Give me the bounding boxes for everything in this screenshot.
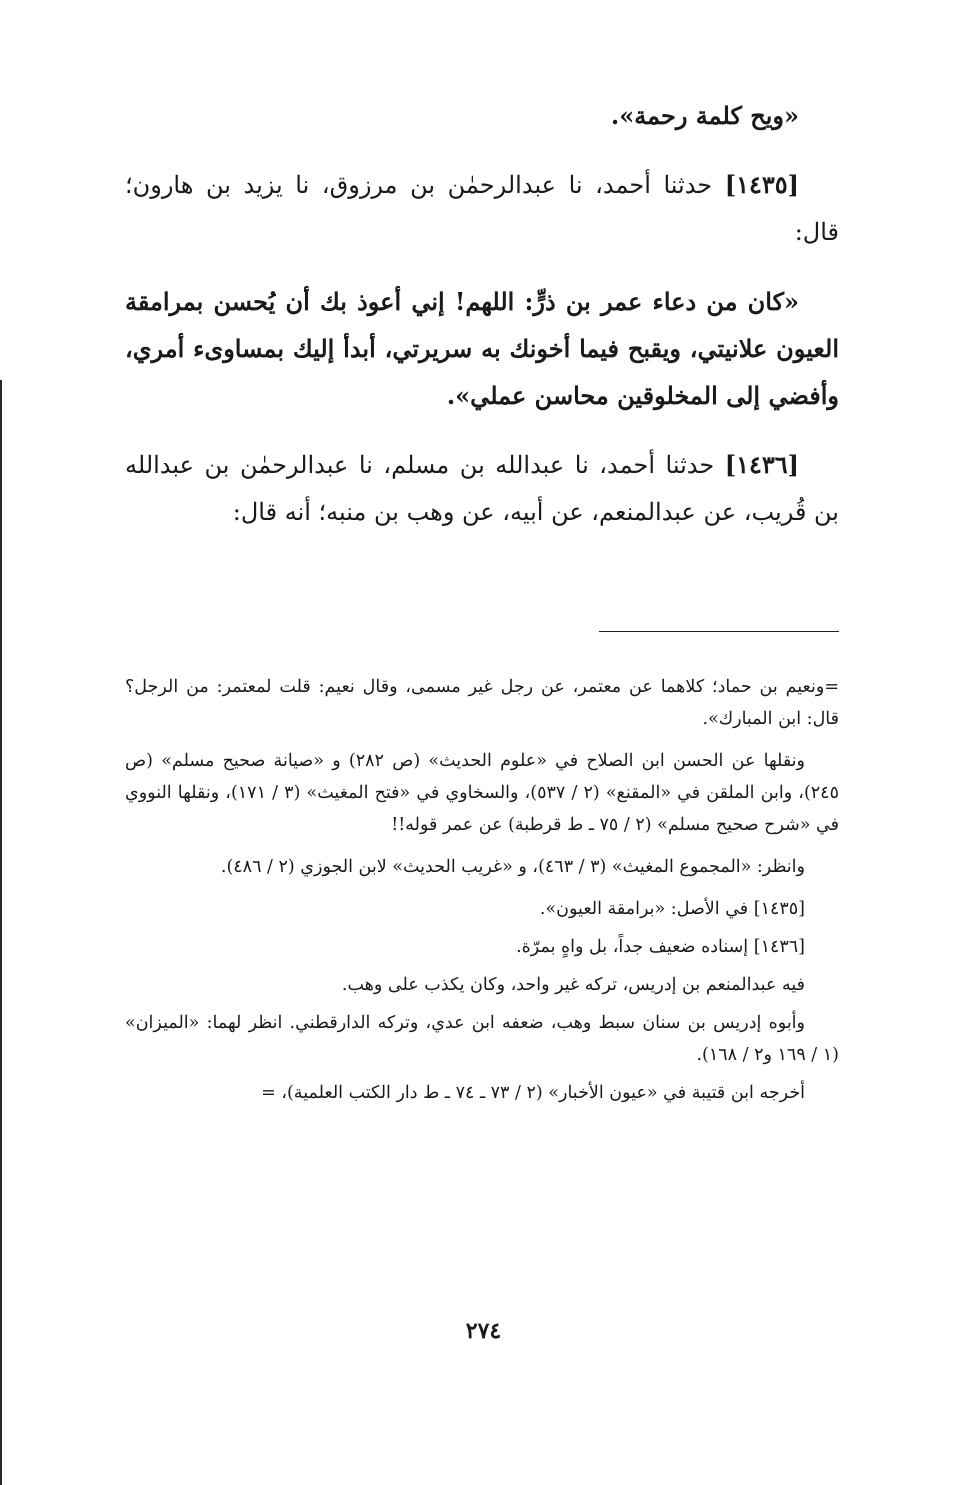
hadith-chain-1436: حدثنا أحمد، نا عبدالله بن مسلم، نا عبدالرحمٰن بن عبدالله بن قُريب، عن عبدالمنعم، عن أبيه، عن وهب بن منبه؛ أنه قال: bbox=[125, 451, 839, 526]
footnote-1436-takhrij: أخرجه ابن قتيبة في «عيون الأخبار» (٢ / ٧٣ ـ ٧٤ ـ ط دار الكتب العلمية)، = bbox=[261, 1083, 805, 1103]
quote-closing: «ويح كلمة رحمة». bbox=[610, 101, 799, 130]
prayer-quote: «كان من دعاء عمر بن ذرٍّ: اللهم! إني أعوذ بك أن يُحسن بمرامقة العيون علانيتي، ويقبح فيما أخونك به سريرتي، أبدأ إليك بمساوىء أمري، وأفضي إلى المخلوقين محاسن عملي». bbox=[125, 287, 839, 410]
footnote-continuation: =ونعيم بن حماد؛ كلاهما عن معتمر، عن رجل غير مسمى، وقال نعيم: قلت لمعتمر: من الرجل؟ قال: ابن المبارك». bbox=[125, 677, 839, 729]
footnotes bbox=[125, 671, 839, 1119]
hadith-chain-1435: حدثنا أحمد، نا عبدالرحمٰن بن مرزوق، نا يزيد بن هارون؛ قال: bbox=[125, 171, 839, 246]
footnote-1436-father: وأبوه إدريس بن سنان سبط وهب، ضعفه ابن عدي، وتركه الدارقطني. انظر لهما: «الميزان» (١ / ١٦٩ و٢ / ١٦٨). bbox=[125, 1013, 839, 1065]
footnote-1436-narrator: فيه عبدالمنعم بن إدريس، تركه غير واحد، وكان يكذب على وهب. bbox=[341, 975, 805, 995]
hadith-1435 bbox=[125, 161, 839, 256]
hadith-1436 bbox=[125, 441, 839, 536]
footnote-sources: ونقلها عن الحسن ابن الصلاح في «علوم الحديث» (ص ٢٨٢) و «صيانة صحيح مسلم» (ص ٢٤٥)، وابن الملقن في «المقنع» (٢ / ٥٣٧)، والسخاوي في «فتح المغيث» (٣ / ١٧١)، ونقلها النووي في «شرح صحيح مسلم» (٢ / ٧٥ ـ ط قرطبة) عن عمر قوله!! bbox=[125, 751, 839, 835]
footnote-see-also: وانظر: «المجموع المغيث» (٣ / ٤٦٣)، و «غريب الحديث» لابن الجوزي (٢ / ٤٨٦). bbox=[220, 857, 805, 877]
footnote-1435: [١٤٣٥] في الأصل: «برامقة العيون». bbox=[539, 899, 805, 919]
page-number: ٢٧٤ bbox=[465, 1318, 502, 1344]
hadith-number-1435: [١٤٣٥] bbox=[724, 170, 799, 199]
hadith-number-1436: [١٤٣٦] bbox=[724, 450, 799, 479]
scan-edge bbox=[0, 380, 2, 1485]
footnote-separator bbox=[599, 631, 839, 632]
footnote-1436-grade: [١٤٣٦] إسناده ضعيف جداً، بل واهٍ بمرّة. bbox=[516, 937, 805, 957]
main-text bbox=[125, 92, 839, 536]
